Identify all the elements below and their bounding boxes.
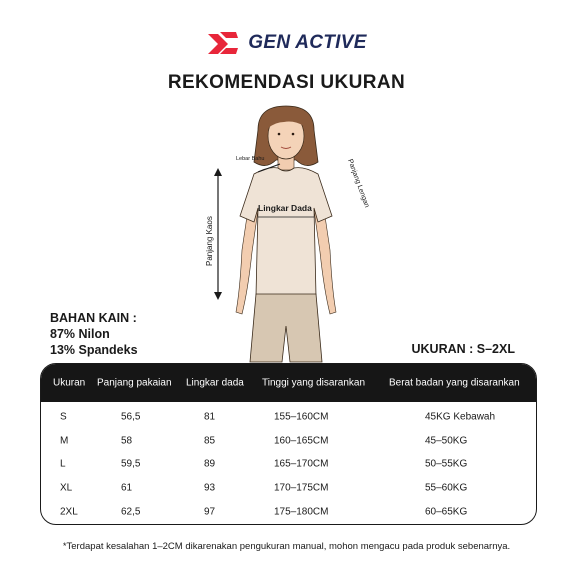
cell-length: 59,5 xyxy=(121,458,141,470)
material-line-spandex: 13% Spandeks xyxy=(50,343,138,357)
cell-length: 61 xyxy=(121,482,133,494)
cell-size: S xyxy=(60,411,67,423)
material-line-nylon: 87% Nilon xyxy=(50,327,110,341)
cell-length: 58 xyxy=(121,435,133,447)
cell-weight: 60–65KG xyxy=(425,506,468,518)
header-length: Panjang pakaian xyxy=(97,377,172,389)
brand-name: GEN ACTIVE xyxy=(248,32,367,53)
material-heading: BAHAN KAIN : xyxy=(50,311,137,325)
header-size: Ukuran xyxy=(53,377,86,389)
cell-chest: 85 xyxy=(204,435,216,447)
table-body xyxy=(41,402,536,524)
material-block xyxy=(50,310,138,358)
cell-length: 62,5 xyxy=(121,506,141,518)
header-height: Tinggi yang disarankan xyxy=(262,377,366,389)
header-chest: Lingkar dada xyxy=(186,377,244,389)
chest-label: Lingkar Dada xyxy=(258,203,312,213)
cell-weight: 45–50KG xyxy=(425,435,468,447)
cell-chest: 97 xyxy=(204,506,216,518)
header-weight: Berat badan yang disarankan xyxy=(389,377,520,389)
cell-height: 160–165CM xyxy=(274,435,329,447)
table-row xyxy=(41,405,536,429)
cell-length: 56,5 xyxy=(121,411,141,423)
shoulder-label: Lebar Bahu xyxy=(236,156,265,162)
size-range: UKURAN : S–2XL xyxy=(411,342,515,356)
cell-weight: 50–55KG xyxy=(425,458,468,470)
cell-size: M xyxy=(60,435,69,447)
shorts xyxy=(250,294,322,362)
table-row xyxy=(41,476,536,500)
cell-size: 2XL xyxy=(60,506,78,518)
footnote: *Terdapat kesalahan 1–2CM dikarenakan pengukuran manual, mohon mengacu pada produk sebenarnya. xyxy=(62,541,511,552)
table-header xyxy=(41,364,536,402)
cell-height: 175–180CM xyxy=(274,506,329,518)
table-row xyxy=(41,500,536,524)
sleeve-label: Panjang Lengan xyxy=(346,158,371,209)
gen-active-logo-icon xyxy=(206,30,240,56)
cell-size: L xyxy=(60,458,66,470)
cell-height: 155–160CM xyxy=(274,411,329,423)
brand-header xyxy=(0,28,573,58)
length-label: Panjang Kaos xyxy=(205,216,214,266)
cell-weight: 55–60KG xyxy=(425,482,468,494)
cell-chest: 89 xyxy=(204,458,216,470)
cell-chest: 81 xyxy=(204,411,216,423)
model-figure xyxy=(196,100,376,365)
table-row xyxy=(41,453,536,477)
cell-height: 165–170CM xyxy=(274,458,329,470)
cell-height: 170–175CM xyxy=(274,482,329,494)
table-row xyxy=(41,429,536,453)
cell-chest: 93 xyxy=(204,482,216,494)
cell-size: XL xyxy=(60,482,73,494)
cell-weight: 45KG Kebawah xyxy=(425,411,496,423)
size-table xyxy=(40,363,537,525)
page-title: REKOMENDASI UKURAN xyxy=(167,72,406,93)
